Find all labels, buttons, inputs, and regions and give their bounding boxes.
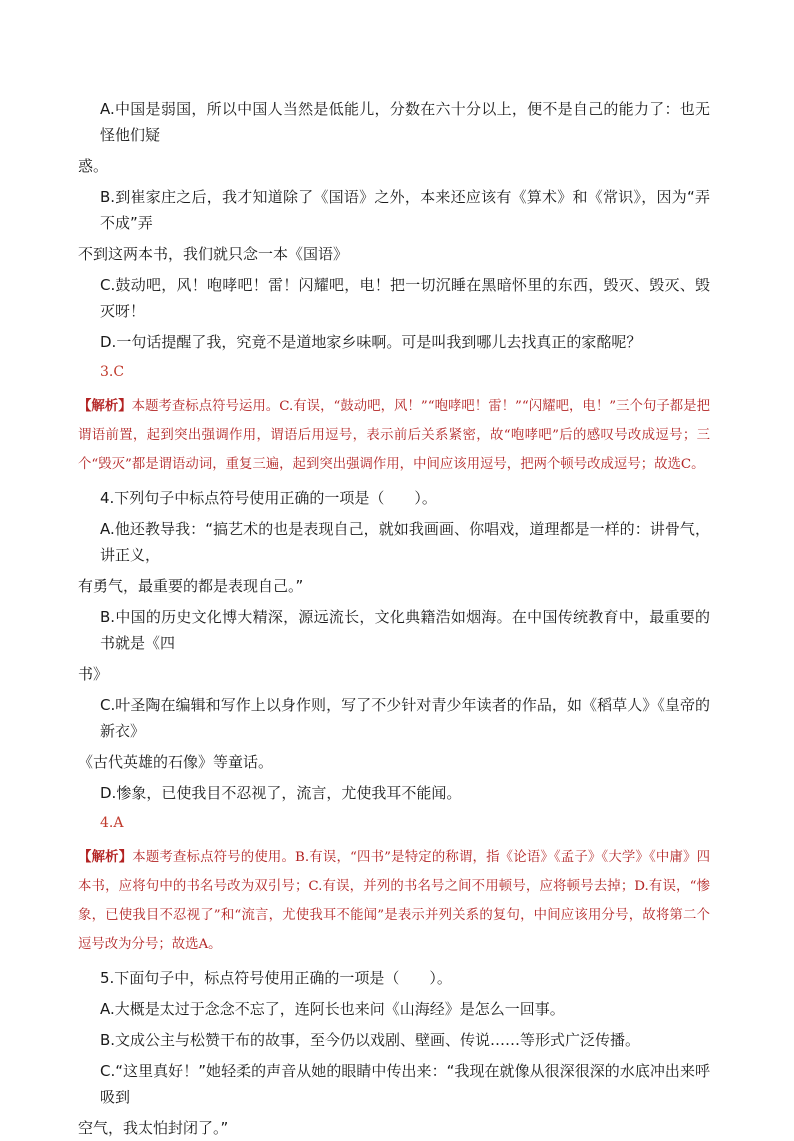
q4-option-b-line2: 书》 [78,665,109,683]
q3-option-c [100,272,710,324]
q3-option-a-line2: 惑。 [78,157,109,175]
q3-option-b-line1: B.到崔家庄之后，我才知道除了《国语》之外，本来还应该有《算术》和《常识》，因为“弄不成”弄 [100,188,710,232]
q3-option-c-text: C.鼓动吧，风！咆哮吧！雷！闪耀吧，电！把一切沉睡在黑暗怀里的东西，毁灭、毁灭、毁灭呀！ [100,276,710,320]
q4-stem: 4.下列句子中标点符号使用正确的一项是（ ）。 [100,489,437,507]
q5-option-b [100,1027,710,1053]
q4-option-a-cont [78,573,710,599]
q5-option-c-line1: C.“这里真好！”她轻柔的声音从她的眼睛中传出来：“我现在就像从很深很深的水底冲出来呼吸到 [100,1062,710,1106]
q4-analysis-text: 本题考查标点符号的使用。B.有误，“四书”是特定的称谓，指《论语》《孟子》《大学》《中庸》四本书，应将句中的书名号改为双引号；C.有误，并列的书名号之间不用顿号，应将顿号去掉；D.有误，“惨象，已使我目不忍视了”和“流言，尤使我耳不能闻”是表示并列关系的复句，中间应该用分号，故将第二个逗号改为分号；故选A。 [78,850,711,952]
q3-option-b [100,184,710,236]
q3-option-d-text: D.一句话提醒了我，究竟不是道地家乡味啊。可是叫我到哪儿去找真正的家酩呢？ [100,333,642,351]
q5-option-c-line2: 空气，我太怕封闭了。” [78,1119,229,1137]
q4-analysis [78,843,710,959]
q4-option-a [100,516,710,568]
q5-option-a-text: A.大概是太过于念念不忘了，连阿长也来问《山海经》是怎么一回事。 [100,1000,565,1018]
analysis-tag: 【解析】 [78,849,133,865]
q4-option-b [100,604,710,656]
q4-answer: 4.A [100,815,124,831]
q4-option-d [100,780,710,806]
q5-option-c-cont [78,1115,710,1141]
q4-option-b-cont [78,661,710,687]
q3-option-a-cont [78,153,710,179]
analysis-tag: 【解析】 [78,398,132,414]
q3-analysis [78,392,710,479]
q5-option-a [100,996,710,1022]
q3-option-b-cont [78,241,710,267]
q3-option-b-line2: 不到这两本书，我们就只念一本《国语》 [78,245,349,263]
q5-stem: 5.下面句子中，标点符号使用正确的一项是（ ）。 [100,969,452,987]
q5-option-c [100,1058,710,1110]
q3-option-a-line1: A.中国是弱国，所以中国人当然是低能儿，分数在六十分以上，便不是自己的能力了：也无怪他们疑 [100,100,710,144]
q4-option-c-line2: 《古代英雄的石像》等童话。 [78,753,274,771]
q5-option-b-text: B.文成公主与松赞干布的故事，至今仍以戏剧、壁画、传说……等形式广泛传播。 [100,1031,641,1049]
q4-option-b-line1: B.中国的历史文化博大精深，源远流长，文化典籍浩如烟海。在中国传统教育中，最重要的书就是《四 [100,608,710,652]
q3-option-d [100,329,710,355]
q3-analysis-text: 本题考查标点符号运用。C.有误，“鼓动吧，风！”“咆哮吧！雷！”“闪耀吧，电！”三个句子都是把谓语前置，起到突出强调作用，谓语后用逗号，表示前后关系紧密，故“咆哮吧”后的感叹号改成逗号；三个“毁灭”都是谓语动词，重复三遍，起到突出强调作用，中间应该用逗号，把两个顿号改成逗号；故选C。 [78,399,710,472]
q4-option-c-cont [78,749,710,775]
q4-option-c [100,692,710,744]
q4-option-d-text: D.惨象，已使我目不忍视了，流言，尤使我耳不能闻。 [100,784,462,802]
q3-answer: 3.C [100,364,125,380]
q4-option-c-line1: C.叶圣陶在编辑和写作上以身作则，写了不少针对青少年读者的作品，如《稻草人》《皇帝的新衣》 [100,696,710,740]
q3-option-a [100,96,710,148]
q4-option-a-line1: A.他还教导我：“搞艺术的也是表现自己，就如我画画、你唱戏，道理都是一样的：讲骨气，讲正义， [100,520,710,564]
q4-option-a-line2: 有勇气，最重要的都是表现自己。” [78,577,304,595]
